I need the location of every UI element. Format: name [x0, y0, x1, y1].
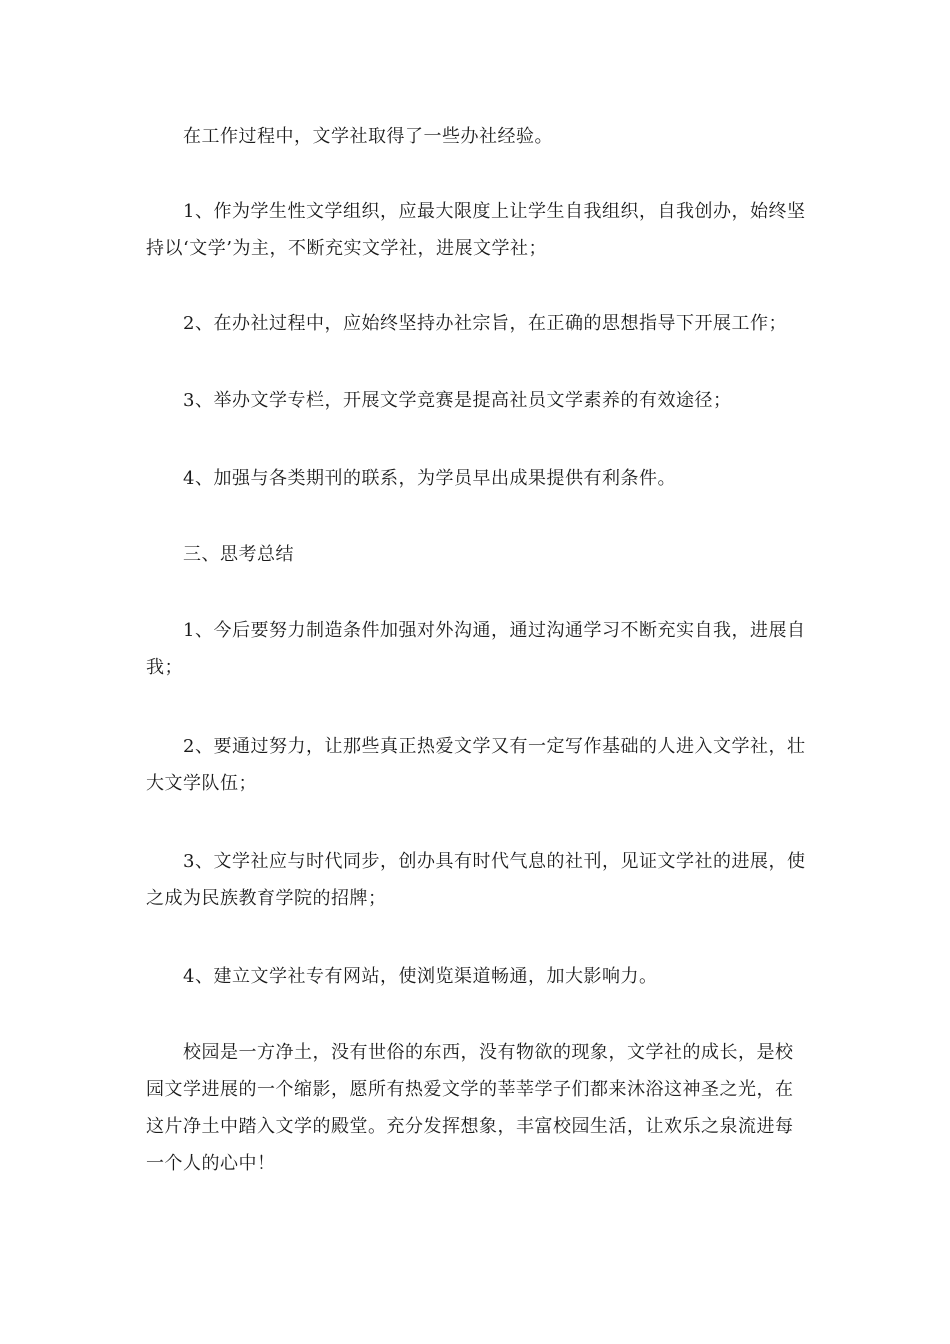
paragraph-closing: 校园是一方净土，没有世俗的东西，没有物欲的现象，文学社的成长，是校园文学进展的一个缩影，愿所有热爱文学的莘莘学子们都来沐浴这神圣之光，在这片净土中踏入文学的殿堂。充分发挥想象，丰富校园生活，让欢乐之泉流进每一个人的心中！: [146, 1042, 794, 1174]
paragraph-experience-2: 2、在办社过程中，应始终坚持办社宗旨，在正确的思想指导下开展工作；: [183, 313, 787, 334]
paragraph-experience-1: 1、作为学生性文学组织，应最大限度上让学生自我组织，自我创办，始终坚持以‘文学’为主，不断充实文学社，进展文学社；: [146, 201, 806, 259]
paragraph-experience-4: 4、加强与各类期刊的联系，为学员早出成果提供有利条件。: [183, 468, 676, 489]
paragraph-experience-3: 3、举办文学专栏，开展文学竞赛是提高社员文学素养的有效途径；: [183, 390, 732, 411]
section-heading-summary: 三、思考总结: [183, 544, 294, 565]
paragraph-summary-2: 2、要通过努力，让那些真正热爱文学又有一定写作基础的人进入文学社，壮大文学队伍；: [146, 736, 806, 794]
paragraph-summary-1: 1、今后要努力制造条件加强对外沟通，通过沟通学习不断充实自我，进展自我；: [146, 620, 806, 678]
paragraph-experience-intro: 在工作过程中，文学社取得了一些办社经验。: [183, 126, 553, 147]
paragraph-summary-4: 4、建立文学社专有网站，使浏览渠道畅通，加大影响力。: [183, 966, 658, 987]
paragraph-summary-3: 3、文学社应与时代同步，创办具有时代气息的社刊，见证文学社的进展，使之成为民族教育学院的招牌；: [146, 851, 806, 909]
